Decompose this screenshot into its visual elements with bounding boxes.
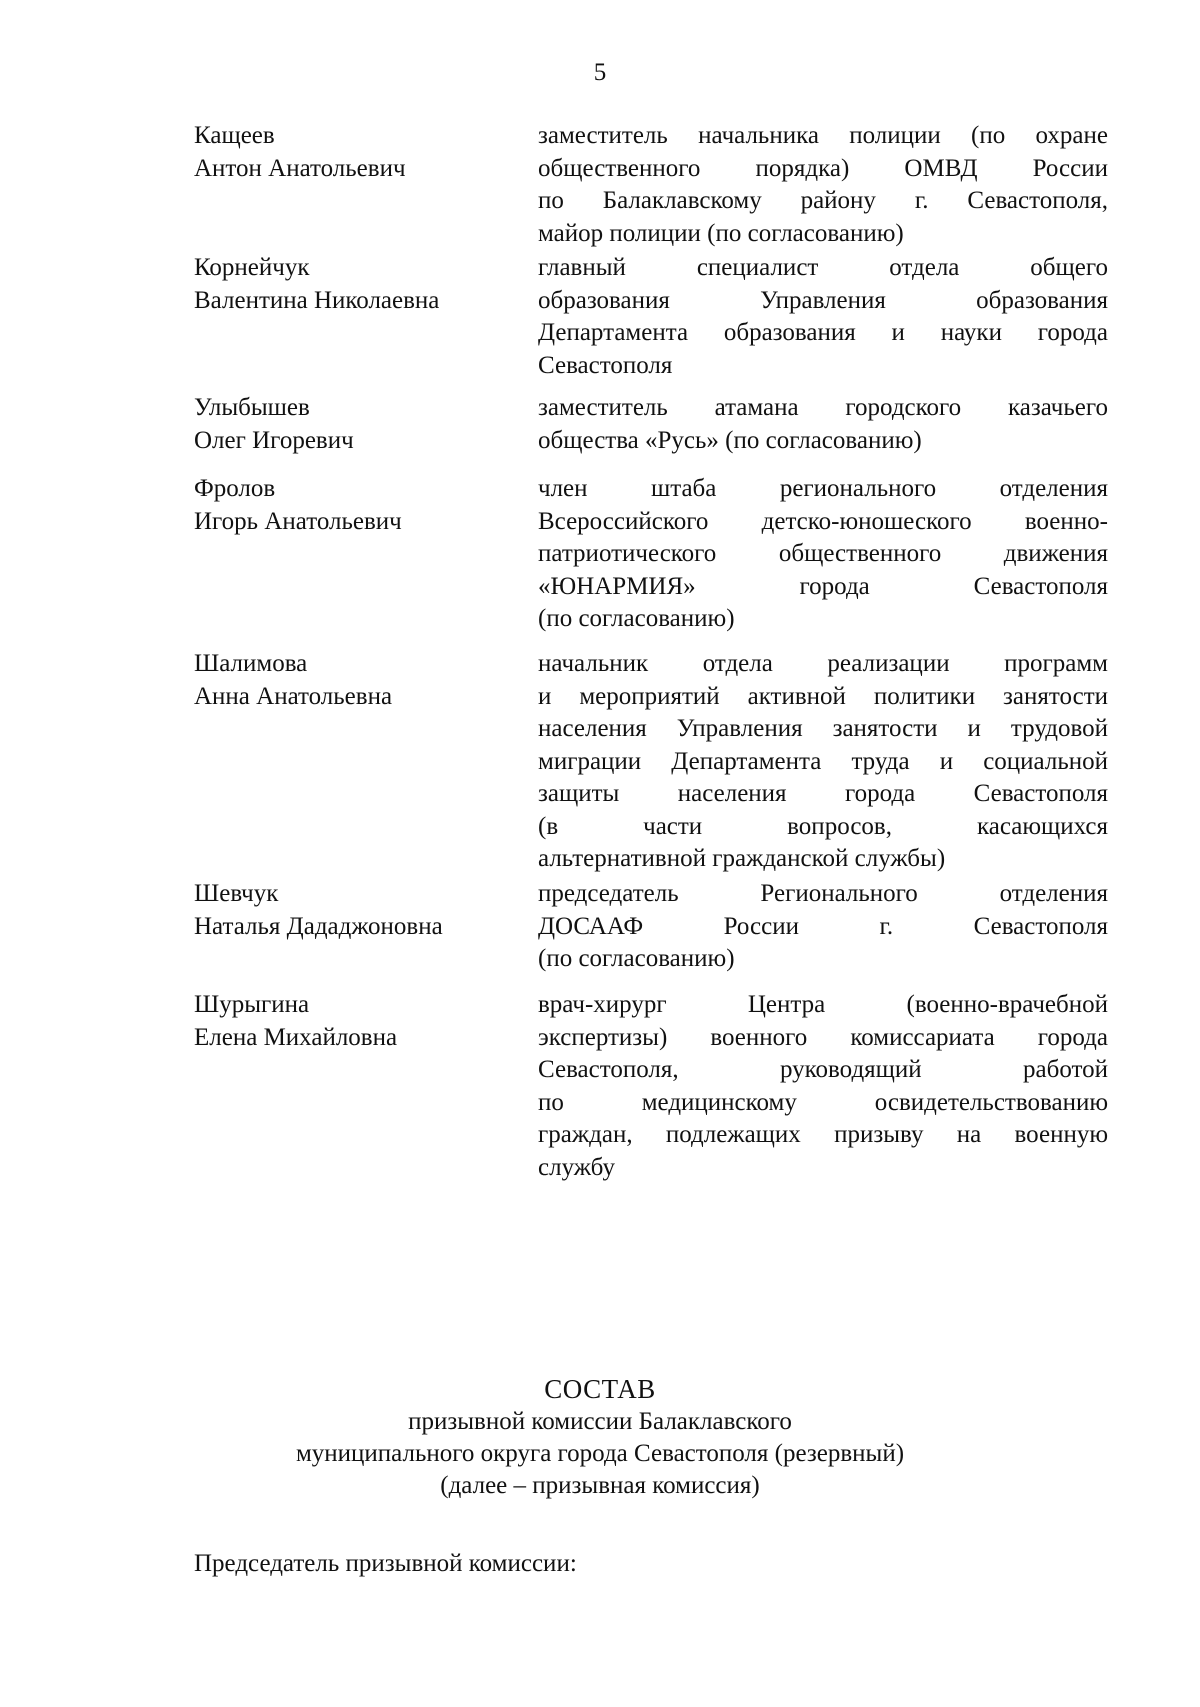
member-position (538, 473, 1108, 636)
member-position-line: общества «Русь» (по согласованию) (538, 426, 922, 454)
member-name (194, 989, 524, 1054)
member-position-line: экспертизы) военного комиссариата города (538, 1023, 1108, 1051)
member-name (194, 392, 524, 457)
section-heading (0, 1372, 1200, 1502)
member-given-names: Анна Анатольевна (194, 682, 393, 710)
member-position-line: патриотического общественного движения (538, 540, 1108, 567)
member-name (194, 252, 524, 317)
member-position-line: (по согласованию) (538, 605, 735, 632)
member-name (194, 878, 524, 943)
member-position-line: Всероссийского детско-юношеского военно- (538, 507, 1108, 535)
member-position-line: общественного порядка) ОМВД России (538, 154, 1108, 182)
member-position-line: миграции Департамента труда и социальной (538, 747, 1108, 775)
member-name (194, 473, 524, 538)
page-number: 5 (593, 59, 607, 86)
section-subtitle-line: (далее – призывная комиссия) (440, 1472, 760, 1499)
member-name (194, 648, 524, 713)
member-position-line: службу (538, 1153, 615, 1181)
member-position (538, 648, 1108, 876)
member-position-line: председатель Регионального отделения (538, 880, 1108, 907)
member-given-names: Наталья Дададжоновна (194, 912, 443, 940)
member-position-line: Севастополя (538, 351, 673, 379)
member-position-line: «ЮНАРМИЯ» города Севастополя (538, 572, 1108, 600)
member-surname: Шевчук (194, 880, 279, 907)
member-position-line: по медицинскому освидетельствованию (538, 1088, 1108, 1116)
member-surname: Шурыгина (194, 991, 310, 1018)
member-surname: Кащеев (194, 122, 275, 149)
member-position (538, 989, 1108, 1184)
member-position-line: и мероприятий активной политики занятости (538, 682, 1108, 710)
member-position-line: ДОСААФ России г. Севастополя (538, 912, 1108, 940)
member-position-line: Севастополя, руководящий работой (538, 1056, 1108, 1083)
member-position (538, 392, 1108, 457)
member-given-names: Антон Анатольевич (194, 154, 406, 182)
member-position-line: населения Управления занятости и трудовой (538, 715, 1108, 742)
member-position-line: заместитель атамана городского казачьего (538, 394, 1108, 421)
member-position (538, 120, 1108, 250)
chairman-label: Председатель призывной комиссии: (194, 1550, 577, 1577)
member-position-line: Департамента образования и науки города (538, 319, 1108, 346)
member-position-line: майор полиции (по согласованию) (538, 219, 904, 247)
member-given-names: Елена Михайловна (194, 1023, 398, 1051)
member-name (194, 120, 524, 185)
member-position-line: образования Управления образования (538, 286, 1108, 314)
member-position-line: (по согласованию) (538, 945, 735, 972)
member-position (538, 878, 1108, 976)
section-title: СОСТАВ (544, 1374, 656, 1404)
member-surname: Фролов (194, 475, 276, 502)
member-surname: Шалимова (194, 650, 308, 677)
member-position-line: член штаба регионального отделения (538, 475, 1108, 502)
section-subtitle-line: призывной комиссии Балаклавского (408, 1408, 792, 1435)
member-position-line: начальник отдела реализации программ (538, 650, 1108, 677)
member-position-line: врач-хирург Центра (военно-врачебной (538, 991, 1108, 1018)
member-position (538, 252, 1108, 382)
member-surname: Улыбышев (194, 394, 310, 421)
member-given-names: Валентина Николаевна (194, 286, 440, 314)
member-position-line: (в части вопросов, касающихся (538, 812, 1108, 840)
member-position-line: заместитель начальника полиции (по охране (538, 122, 1108, 149)
section-subtitle-line: муниципального округа города Севастополя (резервный) (295, 1440, 905, 1467)
member-surname: Корнейчук (194, 254, 310, 281)
member-position-line: защиты населения города Севастополя (538, 780, 1108, 807)
member-position-line: граждан, подлежащих призыву на военную (538, 1121, 1108, 1148)
member-position-line: альтернативной гражданской службы) (538, 845, 946, 872)
member-given-names: Олег Игоревич (194, 426, 354, 454)
member-position-line: главный специалист отдела общего (538, 254, 1108, 281)
member-given-names: Игорь Анатольевич (194, 507, 402, 535)
member-position-line: по Балаклавскому району г. Севастополя, (538, 187, 1108, 214)
